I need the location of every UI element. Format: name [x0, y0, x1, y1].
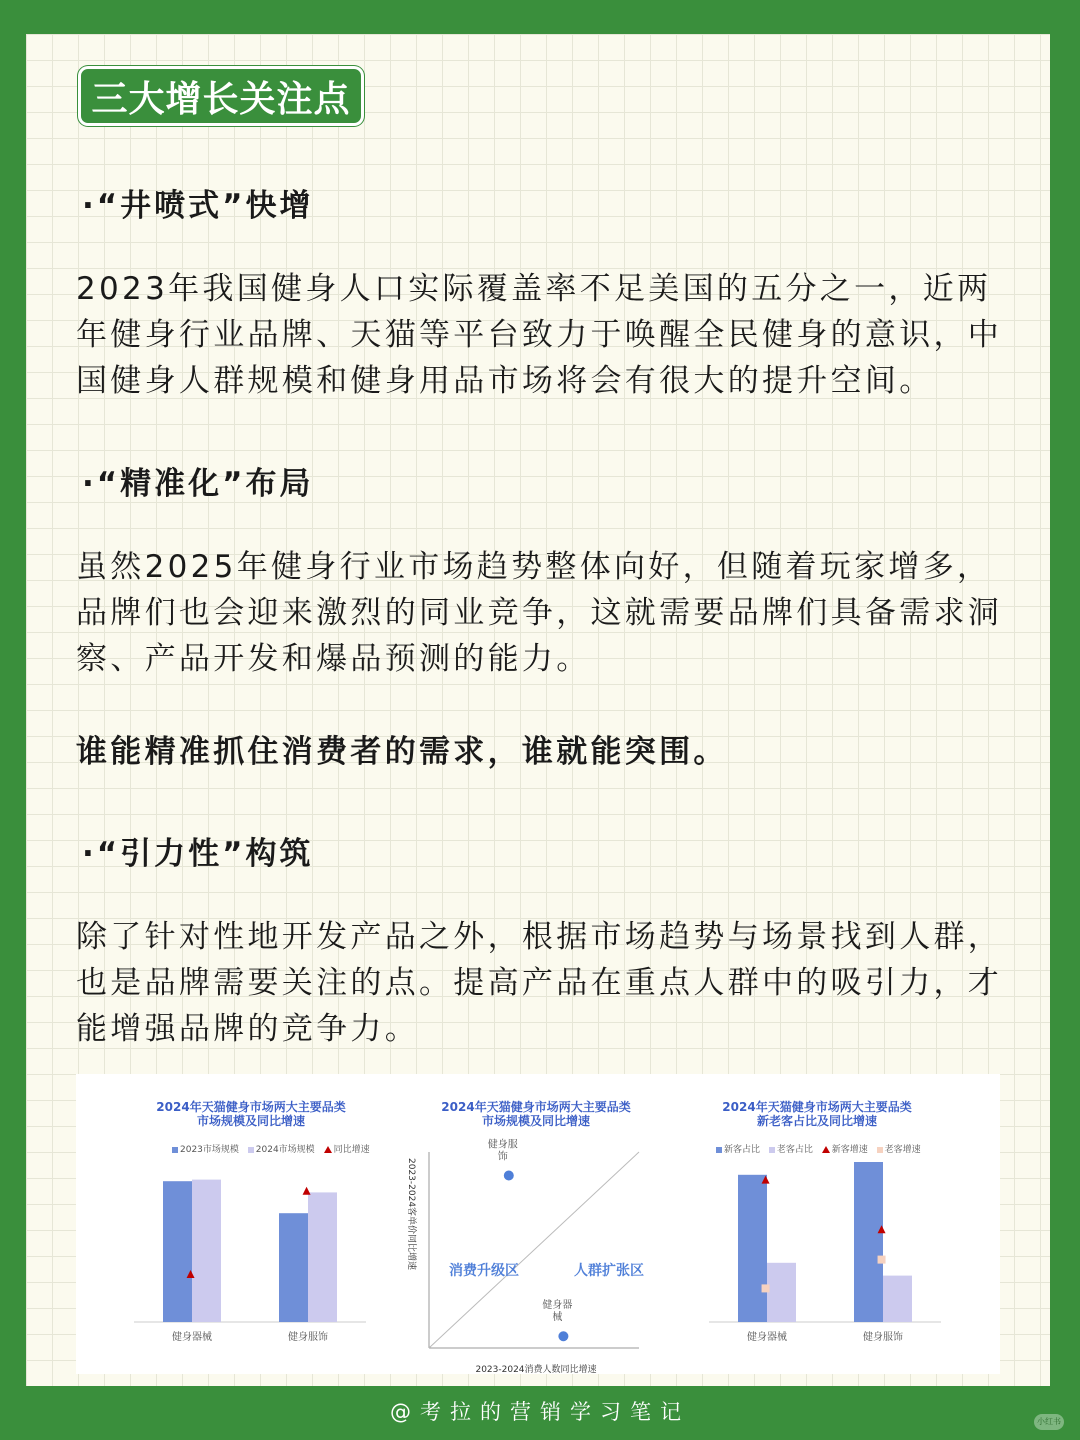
chart-3-legend — [716, 1142, 927, 1155]
zone-label: 消费升级区 — [449, 1263, 519, 1279]
bar-新客占比-健身器械 — [738, 1175, 767, 1322]
chart-1-plot — [126, 1159, 376, 1359]
zone-label: 人群扩张区 — [574, 1263, 644, 1279]
chart-3-title-line-2: 新老客占比及同比增速 — [756, 1114, 877, 1128]
data-point-label: 健身器 — [542, 1300, 573, 1312]
bar-2023市场规模-健身器械 — [163, 1181, 192, 1322]
chart-1-legend — [172, 1142, 376, 1155]
legend-item: 老客增速 — [877, 1145, 921, 1155]
legend-item: 新客占比 — [716, 1145, 760, 1155]
section-paragraph-2: 虽然2025年健身行业市场趋势整体向好，但随着玩家增多，品牌们也会迎来激烈的同业竞争，这就需要品牌们具备需求洞察、产品开发和爆品预测的能力。 — [76, 549, 1003, 677]
section-heading-2: ·“精准化”布局 — [82, 466, 314, 502]
x-axis-title: 2023-2024消费人数同比增速 — [475, 1365, 597, 1374]
data-point-健身服饰 — [504, 1171, 514, 1181]
data-point-label: 械 — [552, 1312, 563, 1324]
chart-2-title-line-2: 市场规模及同比增速 — [481, 1114, 590, 1128]
page-title: 三大增长关注点 — [78, 66, 364, 126]
chart-3-plot — [701, 1159, 951, 1359]
legend-item: 老客占比 — [769, 1145, 813, 1155]
section-heading-3: ·“引力性”构筑 — [82, 836, 314, 872]
chart-3-title — [702, 1100, 932, 1128]
charts-panel — [76, 1074, 1000, 1374]
bar-老客占比-健身器械 — [767, 1263, 796, 1322]
chart-3-title-line-1: 2024年天猫健身市场两大主要品类 — [722, 1100, 912, 1114]
watermark-badge: 小红书 — [1034, 1414, 1064, 1430]
data-point-label: 饰 — [497, 1151, 508, 1163]
x-tick-label: 健身服饰 — [863, 1332, 903, 1343]
bar-2023市场规模-健身服饰 — [279, 1213, 308, 1322]
marker-老客增速-健身器械 — [762, 1284, 770, 1292]
data-point-label: 健身服 — [487, 1139, 518, 1151]
legend-item: 同比增速 — [324, 1145, 370, 1155]
footer-credit: @考拉的营销学习笔记 — [390, 1400, 690, 1424]
x-tick-label: 健身器械 — [747, 1332, 787, 1343]
bar-2024市场规模-健身器械 — [192, 1180, 221, 1322]
paper-background — [26, 34, 1050, 1386]
section-heading-1: ·“井喷式”快增 — [82, 188, 314, 224]
bar-新客占比-健身服饰 — [854, 1162, 883, 1322]
chart-1-title-line-1: 2024年天猫健身市场两大主要品类 — [156, 1100, 346, 1114]
x-tick-label: 健身服饰 — [288, 1332, 328, 1343]
diagonal-line — [429, 1152, 639, 1348]
x-tick-label: 健身器械 — [172, 1332, 212, 1343]
section-paragraph-3: 除了针对性地开发产品之外，根据市场趋势与场景找到人群，也是品牌需要关注的点。提高产品在重点人群中的吸引力，才能增强品牌的竞争力。 — [76, 919, 1003, 1047]
data-point-健身器械 — [558, 1331, 568, 1341]
chart-1-title — [136, 1100, 366, 1128]
marker-老客增速-健身服饰 — [878, 1256, 886, 1264]
section-paragraph-1: 2023年我国健身人口实际覆盖率不足美国的五分之一，近两年健身行业品牌、天猫等平台致力于唤醒全民健身的意识，中国健身人群规模和健身用品市场将会有很大的提升空间。 — [76, 271, 1003, 399]
legend-item: 新客增速 — [822, 1145, 868, 1155]
legend-item: 2023市场规模 — [172, 1145, 239, 1155]
marker-同比增速-健身服饰 — [303, 1187, 311, 1195]
chart-2-title-line-1: 2024年天猫健身市场两大主要品类 — [441, 1100, 631, 1114]
chart-1-title-line-2: 市场规模及同比增速 — [196, 1114, 305, 1128]
chart-2-title — [421, 1100, 651, 1128]
section-emphasis: 谁能精准抓住消费者的需求，谁就能突围。 — [76, 734, 728, 770]
bar-2024市场规模-健身服饰 — [308, 1192, 337, 1322]
chart-2-plot — [401, 1136, 681, 1374]
y-axis-title: 2023-2024客单价同比增速 — [406, 1158, 416, 1271]
legend-item: 2024市场规模 — [248, 1145, 315, 1155]
bar-老客占比-健身服饰 — [883, 1276, 912, 1322]
